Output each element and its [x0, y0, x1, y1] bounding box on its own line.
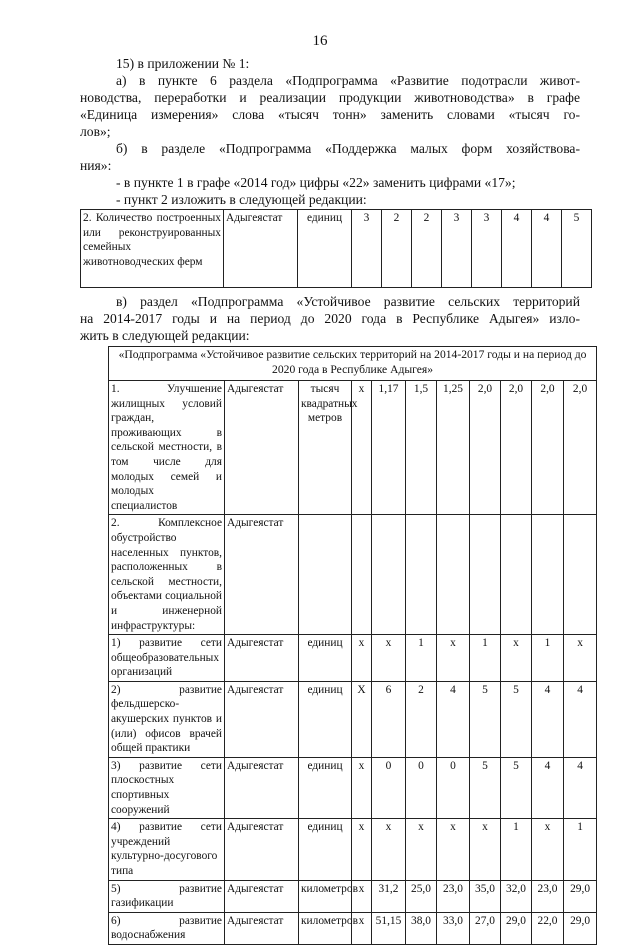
value-cell: [406, 515, 437, 635]
value-cell: 1: [406, 635, 437, 682]
rural-development-table: [108, 346, 597, 945]
indicator-name: 2) развитие фельдшерско-акушерских пунктов и (или) офисов врачей общей практики: [109, 681, 225, 757]
subprogram-header: «Подпрограмма «Устойчивое развитие сельских территорий на 2014-2017 годы и на период до 2020 года в Республике Адыгея»: [109, 347, 597, 381]
indicator-name: 6) развитие водоснабжения: [109, 912, 225, 944]
value-cell: х: [564, 635, 597, 682]
value-cell: [437, 515, 470, 635]
value-cell: х: [406, 819, 437, 880]
table-row: [109, 757, 597, 818]
value-cell: 1: [501, 819, 532, 880]
value-cell: 25,0: [406, 880, 437, 912]
value-cell: 2,0: [501, 381, 532, 515]
value-cell: 4: [564, 681, 597, 757]
value-cell: 4: [564, 757, 597, 818]
value-cell: 35,0: [470, 880, 501, 912]
value-cell: х: [352, 635, 372, 682]
value-cell: 2,0: [532, 381, 564, 515]
table-row: [81, 210, 592, 288]
value-cell: 5: [501, 681, 532, 757]
table-row: [109, 635, 597, 682]
table-row: [109, 381, 597, 515]
value-cell: 5: [470, 757, 501, 818]
table-row: [109, 515, 597, 635]
executor-cell: Адыгеястат: [225, 757, 299, 818]
value-cell: [470, 515, 501, 635]
value-cell: 23,0: [532, 880, 564, 912]
value-cell: 1: [532, 635, 564, 682]
executor-cell: Адыгеястат: [225, 880, 299, 912]
value-cell: х: [352, 757, 372, 818]
value-cell: 1,5: [406, 381, 437, 515]
value-cell: 27,0: [470, 912, 501, 944]
unit-cell: единиц: [299, 635, 352, 682]
value-cell: 0: [437, 757, 470, 818]
paragraph-a-line-4: лов»;: [80, 124, 111, 139]
paragraph-a-line-1: а) в пункте 6 раздела «Подпрограмма «Развитие подотрасли живот-: [116, 73, 580, 88]
table-row: [109, 681, 597, 757]
executor-cell: Адыгеястат: [225, 912, 299, 944]
executor-cell: Адыгеястат: [225, 515, 299, 635]
executor-cell: Адыгеястат: [225, 381, 299, 515]
value-cell: 33,0: [437, 912, 470, 944]
value-cell: 5: [501, 757, 532, 818]
value-cell: 2: [406, 681, 437, 757]
executor-cell: Адыгеястат: [225, 819, 299, 880]
value-cell: 4: [532, 681, 564, 757]
value-cell: Х: [352, 681, 372, 757]
value-cell: х: [532, 819, 564, 880]
paragraph-b-line-1: б) в разделе «Подпрограмма «Поддержка малых форм хозяйствова-: [116, 141, 580, 156]
value-cell: 0: [406, 757, 437, 818]
value-cell: 31,2: [372, 880, 406, 912]
value-cell: х: [352, 912, 372, 944]
value-cell: [352, 515, 372, 635]
paragraph-a-line-3: «Единица измерения» слова «тысяч тонн» заменить словами «тысяч го-: [80, 107, 580, 122]
value-cell: х: [372, 819, 406, 880]
value-cell: 4: [437, 681, 470, 757]
value-cell: 4: [502, 210, 532, 288]
farms-table: [80, 209, 592, 288]
unit-cell: тысяч квадратных метров: [299, 381, 352, 515]
executor-cell: Адыгеястат: [225, 681, 299, 757]
value-cell: 3: [472, 210, 502, 288]
value-cell: 6: [372, 681, 406, 757]
value-cell: 5: [470, 681, 501, 757]
value-cell: х: [437, 635, 470, 682]
unit-cell: километров: [299, 912, 352, 944]
value-cell: х: [501, 635, 532, 682]
paragraph-v-line-3: жить в следующей редакции:: [80, 328, 250, 343]
value-cell: 1: [470, 635, 501, 682]
executor-cell: Адыгеястат: [224, 210, 298, 288]
unit-cell: единиц: [298, 210, 352, 288]
indicator-name: 3) развитие сети плоскостных спортивных сооружений: [109, 757, 225, 818]
value-cell: х: [470, 819, 501, 880]
indicator-name: 2. Количество построенных или реконструированных семейных животноводческих ферм: [81, 210, 224, 288]
table-row: [109, 819, 597, 880]
paragraph-b-item-1: - в пункте 1 в графе «2014 год» цифры «22» заменить цифрами «17»;: [116, 175, 516, 190]
value-cell: 4: [532, 757, 564, 818]
unit-cell: единиц: [299, 819, 352, 880]
indicator-name: 4) развитие сети учреждений культурно-досугового типа: [109, 819, 225, 880]
value-cell: 1: [564, 819, 597, 880]
unit-cell: единиц: [299, 757, 352, 818]
value-cell: 23,0: [437, 880, 470, 912]
unit-cell: [299, 515, 352, 635]
value-cell: 0: [372, 757, 406, 818]
unit-cell: километров: [299, 880, 352, 912]
value-cell: х: [352, 880, 372, 912]
value-cell: 29,0: [501, 912, 532, 944]
paragraph-v-line-1: в) раздел «Подпрограмма «Устойчивое развитие сельских территорий: [116, 294, 580, 309]
indicator-name: 2. Комплексное обустройство населенных пунктов, расположенных в сельской местности, объектами социальной и инженерной инфраструктуры:: [109, 515, 225, 635]
value-cell: х: [352, 819, 372, 880]
value-cell: 2: [412, 210, 442, 288]
paragraph-item-15: 15) в приложении № 1:: [116, 56, 250, 71]
unit-cell: единиц: [299, 681, 352, 757]
paragraph-b-line-2: ния»:: [80, 158, 112, 173]
indicator-name: 1) развитие сети общеобразовательных организаций: [109, 635, 225, 682]
value-cell: [564, 515, 597, 635]
value-cell: 2,0: [564, 381, 597, 515]
value-cell: 2: [382, 210, 412, 288]
value-cell: 1,17: [372, 381, 406, 515]
indicator-name: 5) развитие газификации: [109, 880, 225, 912]
value-cell: х: [437, 819, 470, 880]
table-row: [109, 912, 597, 944]
value-cell: [372, 515, 406, 635]
value-cell: 4: [532, 210, 562, 288]
value-cell: 2,0: [470, 381, 501, 515]
value-cell: 22,0: [532, 912, 564, 944]
page-number: 16: [312, 33, 328, 49]
value-cell: 3: [442, 210, 472, 288]
value-cell: 1,25: [437, 381, 470, 515]
table-header-row: [109, 347, 597, 381]
value-cell: [501, 515, 532, 635]
value-cell: х: [352, 381, 372, 515]
paragraph-a-line-2: новодства, переработки и реализации продукции животноводства» в графе: [80, 90, 580, 105]
value-cell: 29,0: [564, 912, 597, 944]
value-cell: 3: [352, 210, 382, 288]
paragraph-b-item-2: - пункт 2 изложить в следующей редакции:: [116, 192, 367, 207]
value-cell: 5: [562, 210, 592, 288]
value-cell: 32,0: [501, 880, 532, 912]
indicator-name: 1. Улучшение жилищных условий граждан, проживающих в сельской местности, в том числе для молодых семей и молодых специалистов: [109, 381, 225, 515]
table-row: [109, 880, 597, 912]
value-cell: 38,0: [406, 912, 437, 944]
value-cell: 29,0: [564, 880, 597, 912]
value-cell: 51,15: [372, 912, 406, 944]
executor-cell: Адыгеястат: [225, 635, 299, 682]
value-cell: [532, 515, 564, 635]
paragraph-v-line-2: на 2014-2017 годы и на период до 2020 года в Республике Адыгея» изло-: [80, 311, 580, 326]
value-cell: х: [372, 635, 406, 682]
